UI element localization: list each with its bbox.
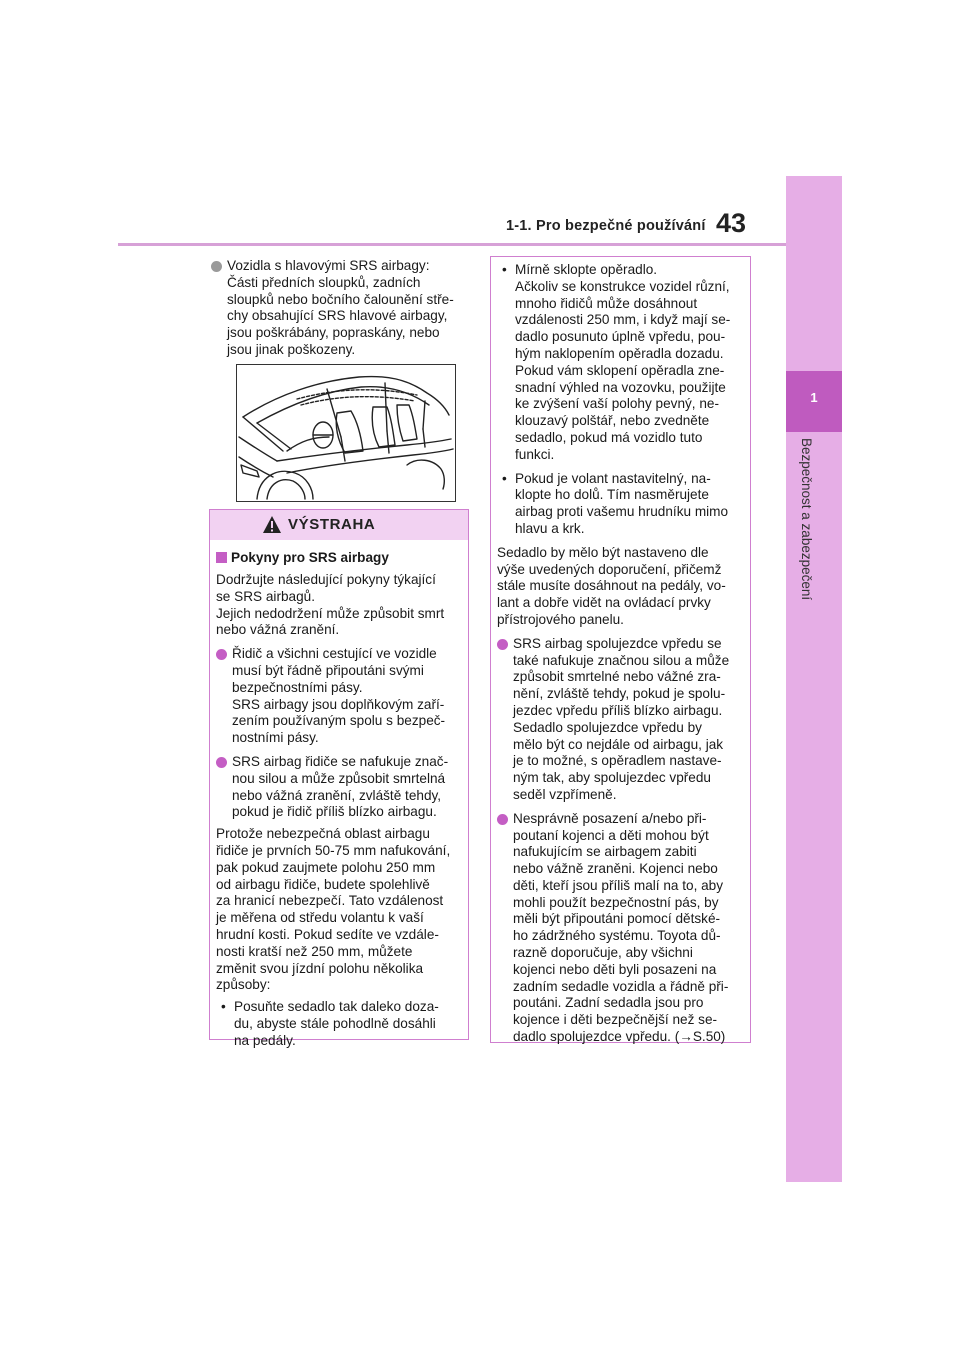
square-bullet-icon — [216, 552, 227, 563]
bullet-dot-icon — [216, 649, 227, 660]
head-airbag-damage-note — [211, 258, 471, 359]
car-interior-icon — [237, 365, 455, 501]
warning-box-continued — [490, 256, 751, 1043]
chapter-side-tab — [786, 176, 842, 1182]
list-item: SRS airbag řidiče se nafukuje znač- nou silou a může způsobit smrtelná nebo vážná zranění, zvláště tehdy, pokud je řidič příliš blízko airbagu. — [216, 754, 458, 821]
warning-title: VÝSTRAHA — [288, 516, 376, 533]
chapter-number: 1 — [810, 390, 818, 405]
distance-explanation: Protože nebezpečná oblast airbagu řidiče je prvních 50-75 mm nafukování, pak pokud zaujmete polohu 250 mm od airbagu řidiče, budete spolehlivě za hranicí nebezpečí. Tato vzdálenost je měřena od středu volantu k vaší hrudní kosti. Pokud sedíte ve vzdále- nosti kratší než 250 mm, můžete změnit svou jízdní polohu několika způsoby: — [216, 826, 451, 993]
warning-triangle-icon — [262, 515, 282, 534]
list-item: • Pokud je volant nastavitelný, na- klopte ho dolů. Tím nasměrujete airbag proti vašemu hrudníku mimo hlavu a krk. — [502, 470, 729, 536]
bullet-dot-icon — [216, 757, 227, 768]
bullet-dot-icon — [211, 261, 222, 272]
chapter-label: Bezpečnost a zabezpečení — [799, 438, 814, 601]
warning-subheading: Pokyny pro SRS airbagy — [216, 549, 458, 566]
warning-box — [209, 509, 469, 1048]
page-reference-link[interactable]: dadlo spolujezdce vpředu. (→S.50) — [513, 1029, 726, 1045]
list-item: • Mírně sklopte opěradlo. Ačkoliv se konstrukce vozidel různí, mnoho řidičů může dosáhnout vzdálenosti 250 mm, i když mají se- dadlo posunuto úplně vpředu, pou- hým naklopením opěradla dozadu. Pokud vám sklopení opěradla zne- snadní výhled na vozovku, použijte ke zvýšení vaší polohy pevný, ne- klouzavý polštář, nebo zvedněte sedadlo, pokud má vozidlo tuto funkci. — [502, 262, 731, 462]
list-item: Řidič a všichni cestující ve vozidle musí být řádně připoutáni svými bezpečnostními pásy. SRS airbagy jsou doplňkovým zaří- zením používaným spolu s bezpeč- nostními pásy. — [216, 646, 458, 747]
list-item: SRS airbag spolujezdce vpředu se také nafukuje značnou silou a může způsobit smrtelné nebo vážné zra- nění, zvláště tehdy, pokud je spolu- jezdec vpředu příliš blízko airbagu. Sedadlo spolujezdce vpředu by mělo být co nejdále od airbagu, jak je to možné, s opěradlem nastave- ným tak, aby spolujezdec vpředu seděl vzpřímeně. — [497, 636, 742, 804]
car-airbag-illustration — [236, 364, 456, 502]
bullet-dot-icon — [497, 814, 508, 825]
list-item: Vozidla s hlavovými SRS airbagy: Části předních sloupků, zadních sloupků nebo bočního čalounění stře- chy obsahující SRS hlavové airbagy, jsou poškrábány, popraskány, nebo jsou jinak poškozeny. — [211, 258, 471, 359]
bullet-dot-icon — [497, 639, 508, 650]
header-rule — [118, 243, 786, 246]
list-item: • Posuňte sedadlo tak daleko doza- du, abyste stále pohodlně dosáhli na pedály. — [221, 999, 439, 1048]
warning-header — [210, 510, 468, 540]
section-title: 1-1. Pro bezpečné používání — [506, 218, 706, 234]
seat-adjustment-paragraph: Sedadlo by mělo být nastaveno dle výše uvedených doporučení, přičemž stále musíte dosáhnout na pedály, vo- lant a dobře vidět na ovládací prvky přístrojového panelu. — [497, 544, 726, 627]
list-item: Nesprávně posazení a/nebo při- poutaní kojenci a děti mohou být nafukujícím se airbagem zabiti nebo vážně zraněni. Kojenci nebo děti, kteří jsou příliš malí na to, aby mohli použít bezpečnostní pás, by měli být připoutáni pomocí dětské- ho zádržného systému. Toyota dů- razně doporučuje, aby všichni kojenci nebo děti byli posazeni na zadním sedadle vozidla a řádně při- poutáni. Zadní sedadla jsou pro kojence i děti bezpečnější než se- dadlo spolujezdce vpředu. (→S.50) — [497, 811, 742, 1046]
page-number: 43 — [716, 208, 747, 238]
warning-intro: Dodržujte následující pokyny týkající se SRS airbagů. Jejich nedodržení může způsobit smrt nebo vážná zranění. — [216, 572, 445, 638]
